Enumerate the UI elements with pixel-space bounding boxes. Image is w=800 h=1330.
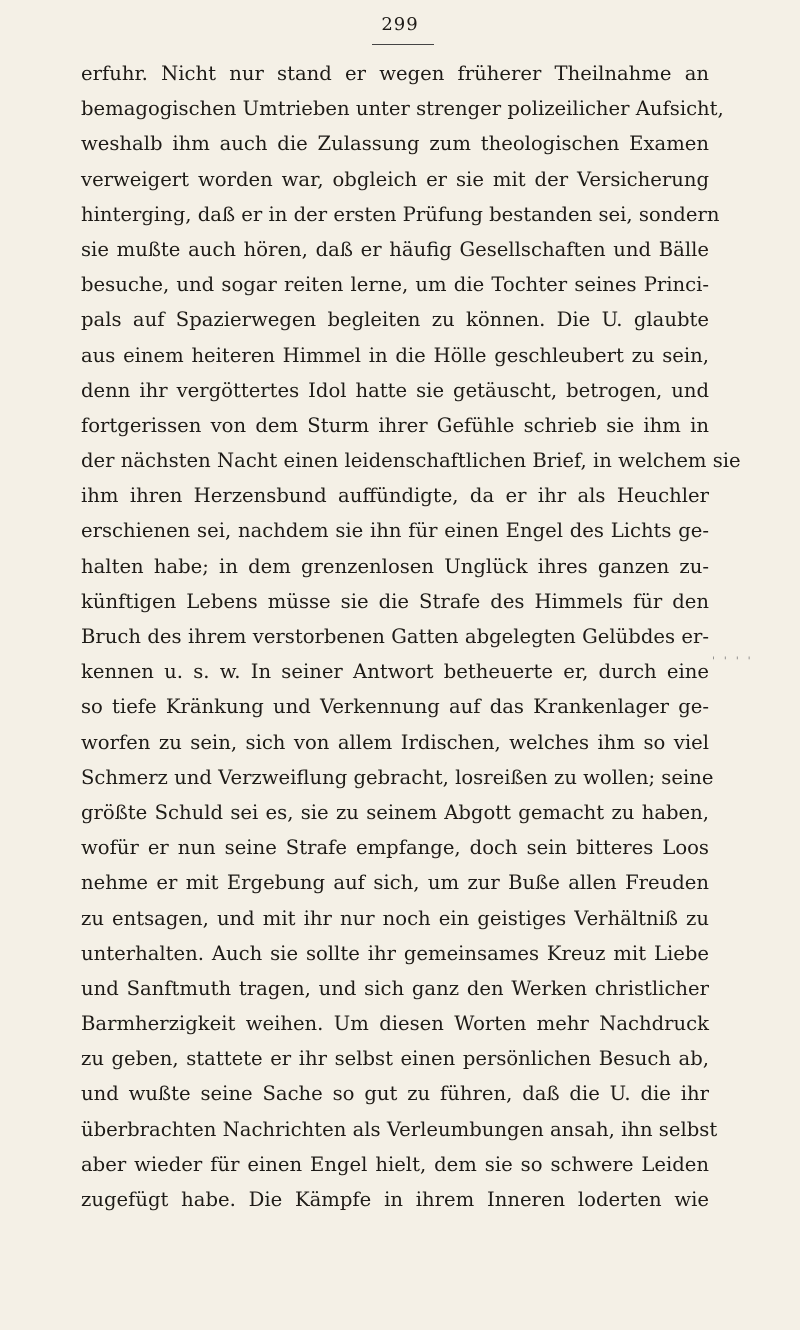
text-line: ihm ihren Herzensbund auffündigte, da er ihr als Heuchler [81, 484, 709, 508]
text-line: wofür er nun seine Strafe empfange, doch sein bitteres Loos [81, 836, 709, 860]
text-line: zu geben, stattete er ihr selbst einen persönlichen Besuch ab, [81, 1047, 709, 1071]
text-line: halten habe; in dem grenzenlosen Unglück ihres ganzen zu- [81, 554, 709, 578]
text-line: worfen zu sein, sich von allem Irdischen, welches ihm so viel [81, 730, 709, 754]
text-line: unterhalten. Auch sie sollte ihr gemeinsames Kreuz mit Liebe [81, 941, 709, 965]
text-line: größte Schuld sei es, sie zu seinem Abgott gemacht zu haben, [81, 800, 709, 824]
text-line: hinterging, daß er in der ersten Prüfung bestanden sei, sondern [81, 202, 720, 226]
text-line: und wußte seine Sache so gut zu führen, daß die U. die ihr [81, 1082, 709, 1106]
text-line: sie mußte auch hören, daß er häufig Gesellschaften und Bälle [81, 237, 709, 261]
text-line: zugefügt habe. Die Kämpfe in ihrem Inneren loderten wie [81, 1188, 709, 1211]
text-line: kennen u. s. w. In seiner Antwort betheuerte er, durch eine [81, 660, 709, 684]
text-line: und Sanftmuth tragen, und sich ganz den Werken christlicher [81, 976, 709, 1000]
text-line: fortgerissen von dem Sturm ihrer Gefühle schrieb sie ihm in [81, 413, 709, 437]
text-line: bemagogischen Umtrieben unter strenger polizeilicher Aufsicht, [81, 97, 724, 121]
text-line: denn ihr vergöttertes Idol hatte sie getäuscht, betrogen, und [81, 378, 709, 402]
text-line: Bruch des ihrem verstorbenen Gatten abgelegten Gelübdes er- [81, 625, 709, 648]
text-line: erfuhr. Nicht nur stand er wegen früherer Theilnahme an [81, 62, 709, 85]
body-text [81, 56, 741, 1217]
page-number: 299 [381, 14, 419, 35]
text-line: überbrachten Nachrichten als Verleumbungen ansah, ihn selbst [81, 1117, 718, 1141]
text-line: aber wieder für einen Engel hielt, dem sie so schwere Leiden [81, 1152, 709, 1176]
text-line: Schmerz und Verzweiflung gebracht, losreißen zu wollen; seine [81, 765, 714, 789]
text-line: nehme er mit Ergebung auf sich, um zur Buße allen Freuden [81, 871, 709, 895]
text-line: verweigert worden war, obgleich er sie mit der Versicherung [81, 167, 709, 191]
text-line: Barmherzigkeit weihen. Um diesen Worten mehr Nachdruck [81, 1012, 709, 1036]
text-line: so tiefe Kränkung und Verkennung auf das Krankenlager ge- [81, 695, 709, 719]
text-line: erschienen sei, nachdem sie ihn für einen Engel des Lichts ge- [81, 519, 709, 543]
text-line: der nächsten Nacht einen leidenschaftlichen Brief, in welchem sie [81, 449, 741, 473]
margin-mark: ' ' ' ' [712, 656, 754, 667]
text-line: pals auf Spazierwegen begleiten zu können. Die U. glaubte [81, 308, 709, 332]
text-line: weshalb ihm auch die Zulassung zum theologischen Examen [81, 132, 709, 156]
text-line: zu entsagen, und mit ihr nur noch ein geistiges Verhältniß zu [81, 906, 709, 930]
text-line: aus einem heiteren Himmel in die Hölle geschleubert zu sein, [81, 343, 709, 367]
page-number-rule [372, 44, 434, 45]
text-line: besuche, und sogar reiten lerne, um die Tochter seines Princi- [81, 273, 709, 297]
text-line: künftigen Lebens müsse sie die Strafe des Himmels für den [81, 589, 709, 613]
